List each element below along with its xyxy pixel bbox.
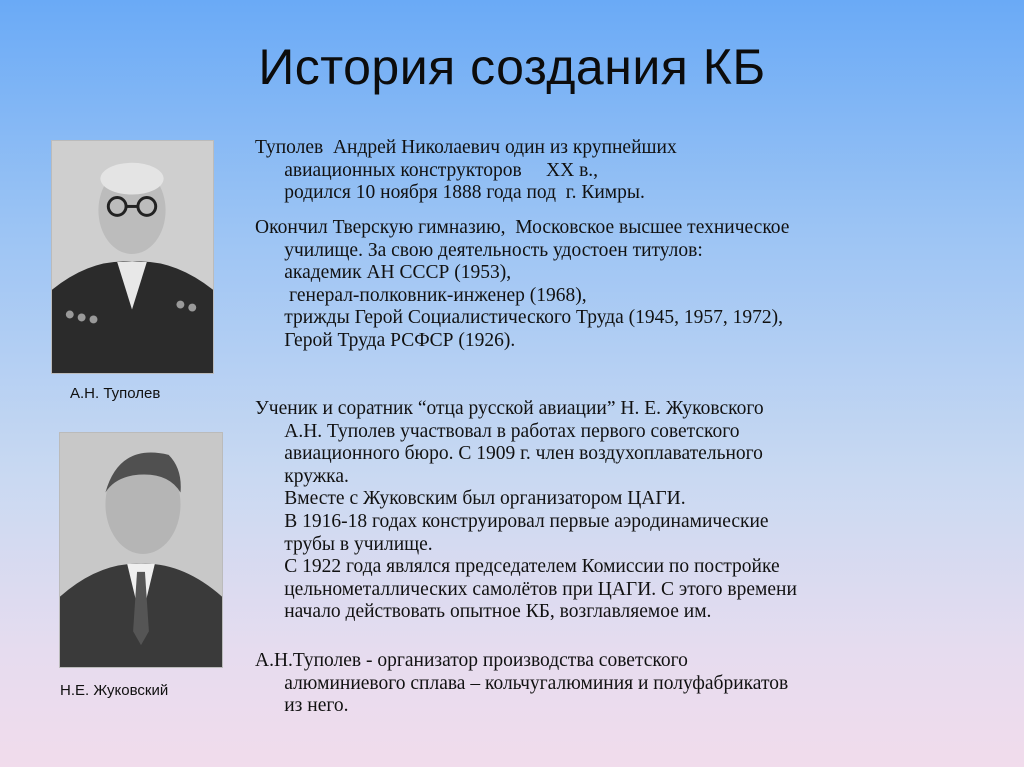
text-line: академик АН СССР (1953), — [255, 262, 512, 284]
tupolev-portrait-photo — [51, 140, 214, 374]
text-line: из него. — [255, 695, 349, 717]
text-line: Ученик и соратник “отца русской авиации” Н. Е. Жуковского — [255, 398, 764, 419]
portrait-silhouette-icon — [60, 433, 222, 667]
text-line: кружка. — [255, 465, 349, 487]
paragraph-birth — [255, 137, 677, 205]
text-line: авиационных конструкторов XX в., — [255, 159, 599, 181]
text-line: В 1916-18 годах конструировал первые аэродинамические — [255, 510, 769, 532]
slide-title: История создания КБ — [258, 39, 766, 95]
paragraph-aluminium — [255, 650, 788, 718]
text-line: генерал-полковник-инженер (1968), — [255, 284, 587, 306]
tupolev-caption: А.Н. Туполев — [70, 385, 161, 402]
text-line: С 1922 года являлся председателем Комиссии по постройке — [255, 556, 780, 578]
text-line: Вместе с Жуковским был организатором ЦАГИ. — [255, 488, 686, 510]
text-line: авиационного бюро. С 1909 г. член воздухоплавательного — [255, 443, 763, 465]
text-line: Туполев Андрей Николаевич один из крупнейших — [255, 137, 677, 158]
text-line: Окончил Тверскую гимназию, Московское высшее техническое — [255, 217, 790, 238]
text-line: А.Н.Туполев - организатор производства советского — [255, 650, 688, 671]
text-line: Герой Труда РСФСР (1926). — [255, 329, 516, 351]
paragraph-career — [255, 398, 797, 624]
portrait-silhouette-icon — [52, 141, 213, 373]
zhukovsky-caption: Н.Е. Жуковский — [60, 682, 169, 699]
text-line: родился 10 ноября 1888 года под г. Кимры. — [255, 182, 645, 204]
text-line: трубы в училище. — [255, 533, 433, 555]
text-line: начало действовать опытное КБ, возглавляемое им. — [255, 601, 712, 623]
zhukovsky-portrait-photo — [59, 432, 223, 668]
text-line: алюминиевого сплава – кольчугалюминия и полуфабрикатов — [255, 672, 789, 694]
paragraph-education-titles — [255, 217, 789, 353]
text-line: А.Н. Туполев участвовал в работах первого советского — [255, 420, 740, 442]
text-line: трижды Герой Социалистического Труда (1945, 1957, 1972), — [255, 307, 784, 329]
text-line: училище. За свою деятельность удостоен титулов: — [255, 239, 703, 261]
text-line: цельнометаллических самолётов при ЦАГИ. С этого времени — [255, 578, 797, 600]
